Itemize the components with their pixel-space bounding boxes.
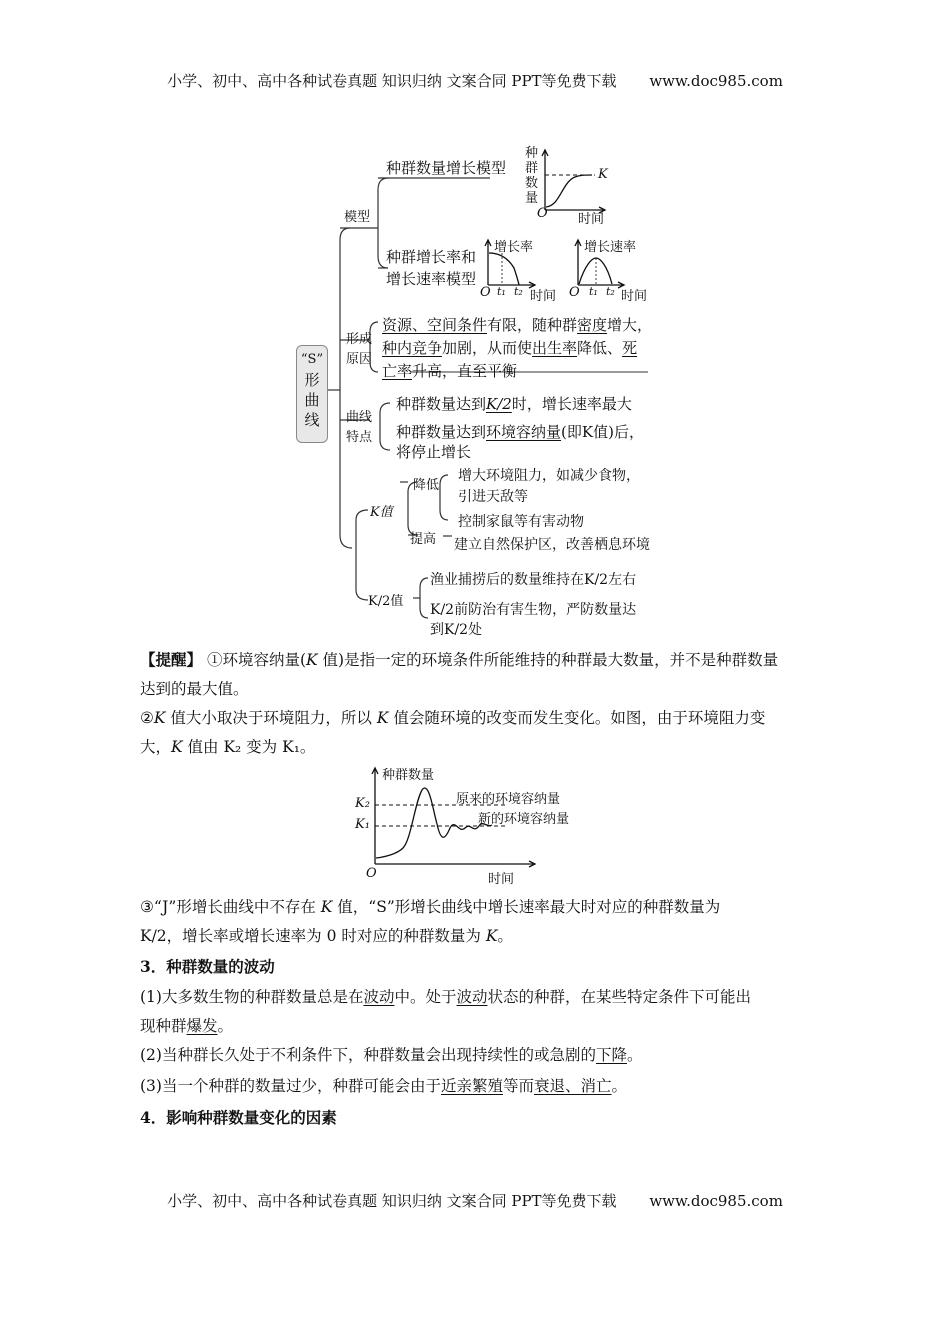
footer-url[interactable]: www.doc985.com [649, 1192, 783, 1210]
k-chart-ylabel: 种群数量 [382, 768, 435, 783]
feature-label-2: 特点 [346, 430, 373, 445]
root-node-s-curve: “S” 形 曲 线 [296, 345, 328, 443]
rate-chart-xlabel: 时间 [530, 289, 557, 304]
k-lower-line-2: 引进天敌等 [458, 489, 528, 505]
tip-paragraph-2: ②K 值大小取决于环境阻力，所以 K 值会随环境的改变而发生变化。如图，由于环境阻力变 大，K 值由 K₂ 变为 K₁。 [140, 709, 766, 756]
header-text: 小学、初中、高中各种试卷真题 知识归纳 文案合同 PPT等免费下载 [167, 72, 617, 90]
k-chart-k2: K₂ [355, 796, 370, 811]
k2-value-label: K/2值 [368, 594, 404, 609]
cause-line-2: 种内竞争加剧，从而使出生率降低、死 [382, 339, 638, 357]
rate-chart-origin: O [480, 285, 491, 300]
footer-text: 小学、初中、高中各种试卷真题 知识归纳 文案合同 PPT等免费下载 [167, 1192, 617, 1210]
rate-model-label-1: 种群增长率和 [386, 248, 477, 266]
cause-label-1: 形成 [346, 332, 373, 347]
s-curve-chart [542, 150, 605, 213]
k-raise-label: 提高 [410, 532, 437, 547]
k2-item-2b: 到K/2处 [430, 622, 483, 638]
feature-line-1: 种群数量达到K/2时，增长速率最大 [396, 395, 632, 413]
rate-chart-title: 增长率 [494, 240, 534, 255]
speed-chart-t1: t₁ [589, 285, 598, 298]
speed-chart-title: 增长速率 [584, 240, 637, 255]
k-chart-origin: O [366, 866, 377, 881]
growth-model-label: 种群数量增长模型 [386, 159, 507, 177]
rate-chart-t1: t₁ [497, 285, 506, 298]
s-chart-k: K [598, 167, 608, 182]
k-lower-line-1: 增大环境阻力，如减少食物， [458, 468, 640, 484]
model-label: 模型 [344, 210, 371, 225]
rate-chart-t2: t₂ [514, 285, 523, 298]
k-chart-xlabel: 时间 [488, 872, 515, 887]
cause-line-1: 资源、空间条件有限，随种群密度增大， [382, 316, 653, 334]
rate-model-label-2: 增长速率模型 [386, 270, 477, 288]
feature-line-3: 将停止增长 [396, 443, 472, 461]
section-3-item-2: (2)当种群长久处于不利条件下，种群数量会出现持续性的或急剧的下降。 [140, 1046, 643, 1064]
section-3-item-1: (1)大多数生物的种群数量总是在波动中。处于波动状态的种群，在某些特定条件下可能出 现种群爆发。 [140, 988, 752, 1035]
cause-label-2: 原因 [346, 352, 373, 367]
header-url[interactable]: www.doc985.com [649, 72, 783, 90]
speed-chart-t2: t₂ [606, 285, 615, 298]
s-chart-ylabel: 种群数量 [525, 146, 539, 206]
k-lower-line-3: 控制家鼠等有害动物 [458, 514, 584, 530]
tip-tag: 【提醒】 [140, 650, 203, 669]
tip-paragraph-3: ③“J”形增长曲线中不存在 K 值，“S”形增长曲线中增长速率最大时对应的种群数量为 K/2，增长率或增长速率为 0 时对应的种群数量为 K。 [140, 898, 721, 945]
section-3-heading: 3．种群数量的波动 [140, 957, 275, 976]
speed-chart-origin: O [569, 285, 580, 300]
feature-line-2: 种群数量达到环境容纳量(即K值)后， [396, 423, 644, 441]
speed-chart-xlabel: 时间 [621, 289, 648, 304]
section-4-heading: 4．影响种群数量变化的因素 [140, 1108, 337, 1127]
k-raise-line-1: 建立自然保护区，改善栖息环境 [454, 537, 650, 553]
tip-paragraph-1: 【提醒】 ①环境容纳量(K 值)是指一定的环境条件所能维持的种群最大数量，并不是种群数量 达到的最大值。 [140, 650, 779, 698]
page-footer [0, 1190, 950, 1211]
k-value-label: K值 [370, 505, 393, 520]
section-3-item-3: (3)当一个种群的数量过少，种群可能会由于近亲繁殖等而衰退、消亡。 [140, 1077, 628, 1095]
k-lower-label: 降低 [413, 478, 440, 493]
k-chart-k1: K₁ [355, 817, 370, 832]
k2-item-2a: K/2前防治有害生物，严防数量达 [430, 602, 637, 618]
k-chart-new-label: 新的环境容纳量 [478, 812, 570, 827]
cause-line-3: 亡率升高，直至平衡 [382, 362, 518, 380]
s-chart-xlabel: 时间 [578, 212, 605, 227]
k-chart-old-label: 原来的环境容纳量 [456, 792, 561, 807]
k2-item-1: 渔业捕捞后的数量维持在K/2左右 [430, 572, 637, 588]
feature-label-1: 曲线 [346, 410, 373, 425]
s-chart-origin: O [537, 206, 548, 221]
